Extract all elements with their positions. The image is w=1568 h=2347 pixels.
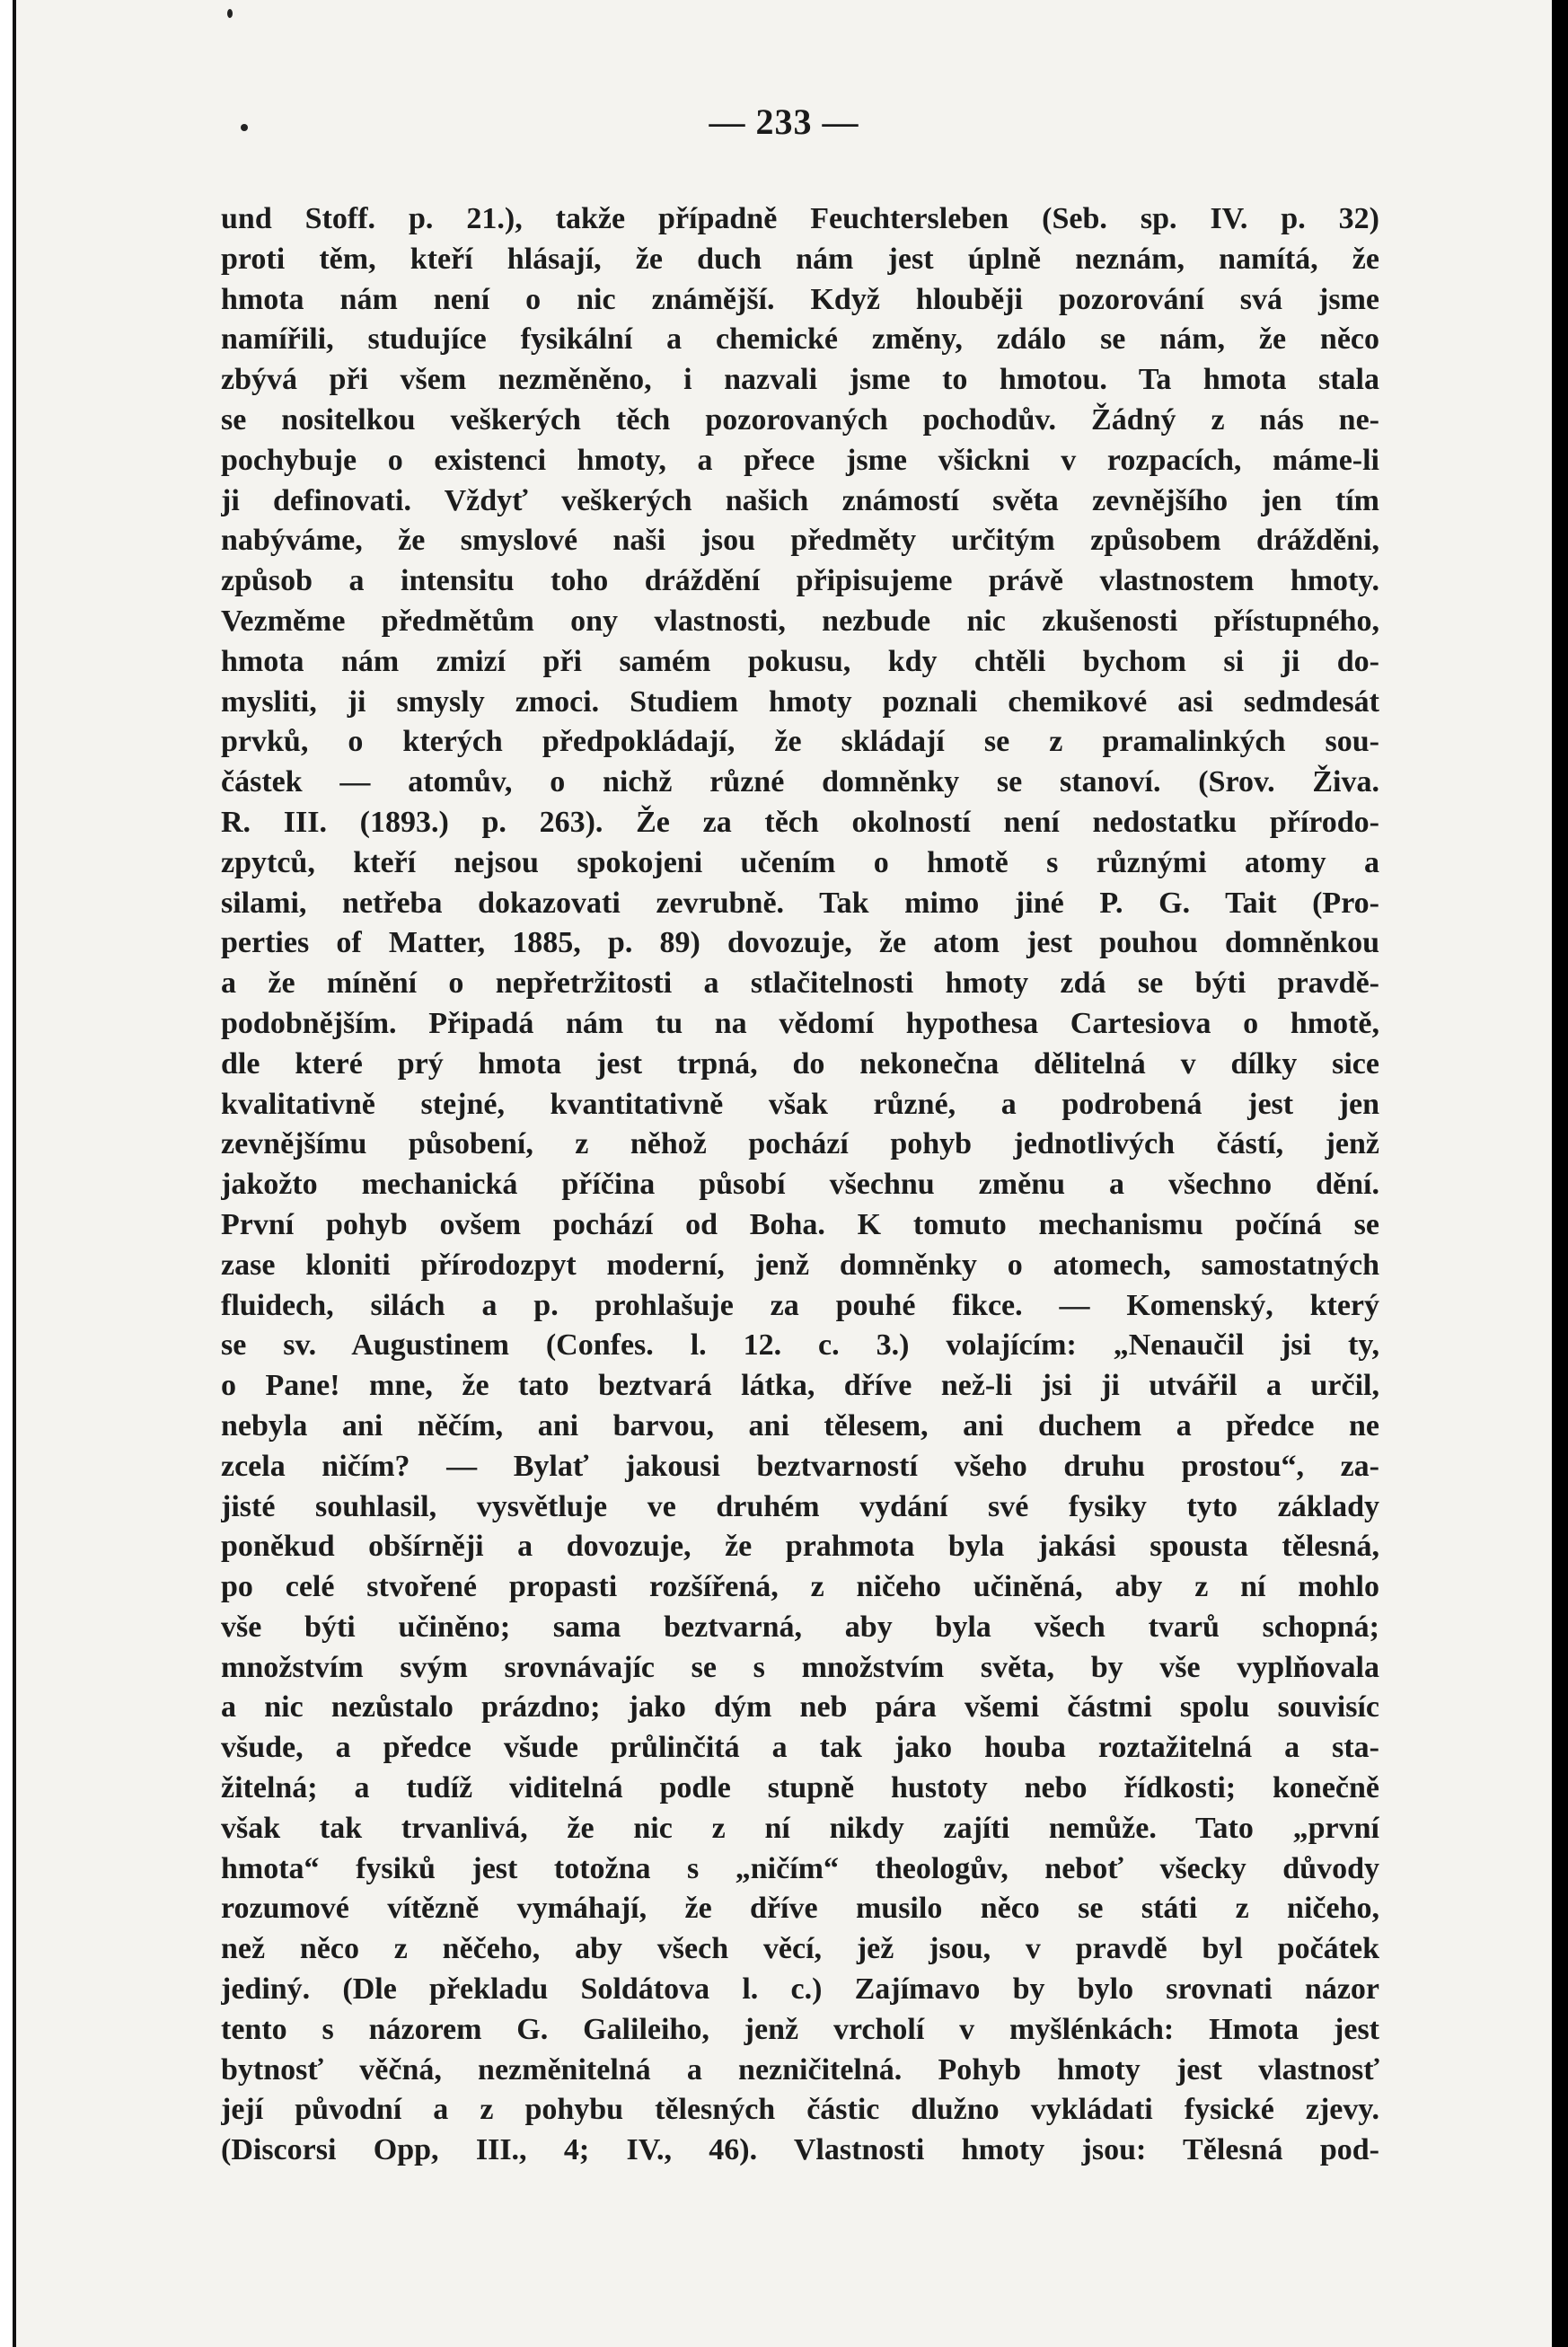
text-line: žitelná; a tudíž viditelná podle stupně hustoty nebo řídkosti; konečně — [221, 1771, 1379, 1805]
text-line: než něco z něčeho, aby všech věcí, jež jsou, v pravdě byl počátek — [221, 1932, 1379, 1966]
text-line: dle které prý hmota jest trpná, do nekonečna dělitelná v dílky sice — [221, 1046, 1379, 1081]
text-line: zcela ničím? — Bylať jakousi beztvarností všeho druhu prostou“, za- — [221, 1449, 1379, 1483]
text-line: však tak trvanlivá, že nic z ní nikdy zajíti nemůže. Tato „první — [221, 1811, 1379, 1845]
text-line: zpytců, kteří nejsou spokojeni učením o hmotě s různými atomy a — [221, 845, 1379, 879]
text-line: hmota nám zmizí při samém pokusu, kdy chtěli bychom si ji do- — [221, 644, 1379, 678]
text-line: Vezměme předmětům ony vlastnosti, nezbude nic zkušenosti přístupného, — [221, 604, 1379, 638]
page-number: — 233 — — [709, 101, 859, 142]
text-line: a nic nezůstalo prázdno; jako dým neb pára všemi částmi spolu souvisíc — [221, 1690, 1379, 1725]
text-line: ji definovati. Vždyť veškerých našich známostí světa zevnějšího jen tím — [221, 483, 1379, 517]
text-line: o Pane! mne, že tato beztvará látka, dříve než-li jsi ji utvářil a určil, — [221, 1369, 1379, 1403]
text-line: poněkud obšírněji a dovozuje, že prahmota byla jakási spousta tělesná, — [221, 1530, 1379, 1564]
scanned-page — [16, 0, 1552, 2347]
text-line: podobnějším. Připadá nám tu na vědomí hypothesa Cartesiova o hmotě, — [221, 1006, 1379, 1040]
text-line: fluidech, silách a p. prohlašuje za pouhé fikce. — Komenský, který — [221, 1288, 1379, 1322]
text-line: jisté souhlasil, vysvětluje ve druhém vydání své fysiky tyto základy — [221, 1489, 1379, 1523]
text-line: zase kloniti přírodozpyt moderní, jenž domněnky o atomech, samostatných — [221, 1248, 1379, 1282]
text-line: částek — atomův, o nichž různé domněnky se stanoví. (Srov. Živa. — [221, 765, 1379, 799]
text-line: und Stoff. p. 21.), takže případně Feuchtersleben (Seb. sp. IV. p. 32) — [221, 202, 1379, 235]
text-line: se nositelkou veškerých těch pozorovaných pochodův. Žádný z nás ne- — [221, 402, 1379, 437]
text-line: hmota“ fysiků jest totožna s „ničím“ theologův, neboť všecky důvody — [221, 1851, 1379, 1885]
text-line: perties of Matter, 1885, p. 89) dovozuje, že atom jest pouhou domněnkou — [221, 926, 1379, 960]
text-line: kvalitativně stejné, kvantitativně však různé, a podrobená jest jen — [221, 1087, 1379, 1121]
text-line: všude, a předce všude průlinčitá a tak jako houba roztažitelná a sta- — [221, 1731, 1379, 1765]
text-line: jakožto mechanická příčina působí všechnu změnu a všechno dění. — [221, 1168, 1379, 1202]
text-line: silami, netřeba dokazovati zevrubně. Tak mimo jiné P. G. Tait (Pro- — [221, 886, 1379, 920]
page-left-edge — [0, 0, 16, 2347]
text-line: jediný. (Dle překladu Soldátova l. c.) Zajímavo by bylo srovnati názor — [221, 1972, 1379, 2007]
speck-mark — [227, 9, 233, 18]
text-line: nebyla ani něčím, ani barvou, ani tělesem, ani duchem a předce ne — [221, 1408, 1379, 1443]
text-line: rozumové vítězně vymáhají, že dříve musilo něco se státi z ničeho, — [221, 1892, 1379, 1926]
text-line: pochybuje o existenci hmoty, a přece jsme všickni v rozpacích, máme-li — [221, 443, 1379, 477]
text-line: hmota nám není o nic známější. Když hlouběji pozorování svá jsme — [221, 282, 1379, 316]
text-line: po celé stvořené propasti rozšířená, z ničeho učiněná, aby z ní mohlo — [221, 1570, 1379, 1604]
text-line: (Discorsi Opp, III., 4; IV., 46). Vlastnosti hmoty jsou: Tělesná pod- — [221, 2133, 1379, 2167]
text-line: proti těm, kteří hlásají, že duch nám jest úplně neznám, namítá, že — [221, 242, 1379, 276]
text-line: její původní a z pohybu tělesných částic dlužno vykládati fysické zjevy. — [221, 2093, 1379, 2127]
text-line: zbývá při všem nezměněno, i nazvali jsme to hmotou. Ta hmota stala — [221, 363, 1379, 397]
text-line: a že mínění o nepřetržitosti a stlačitelnosti hmoty zdá se býti pravdě- — [221, 966, 1379, 1001]
page-right-edge — [1552, 0, 1568, 2347]
text-line: prvků, o kterých předpokládají, že skládají se z pramalinkých sou- — [221, 725, 1379, 759]
text-line: se sv. Augustinem (Confes. l. 12. c. 3.) volajícím: „Nenaučil jsi ty, — [221, 1328, 1379, 1363]
text-line: množstvím svým srovnávajíc se s množstvím světa, by vše vyplňovala — [221, 1650, 1379, 1684]
text-line: způsob a intensitu toho dráždění připisujeme právě vlastnostem hmoty. — [221, 564, 1379, 598]
text-line: mysliti, ji smysly zmoci. Studiem hmoty poznali chemikové asi sedmdesát — [221, 684, 1379, 719]
text-line: R. III. (1893.) p. 263). Že za těch okolností není nedostatku přírodo- — [221, 805, 1379, 839]
text-line: vše býti učiněno; sama beztvarná, aby byla všech tvarů schopná; — [221, 1610, 1379, 1644]
text-line: namířili, studujíce fysikální a chemické změny, zdálo se nám, že něco — [221, 322, 1379, 357]
text-line: tento s názorem G. Galileiho, jenž vrcholí v myšlénkách: Hmota jest — [221, 2012, 1379, 2046]
body-text — [221, 199, 1379, 2171]
text-line: nabýváme, že smyslové naši jsou předměty určitým způsobem drážděni, — [221, 524, 1379, 558]
text-line: bytnosť věčná, nezměnitelná a nezničitelná. Pohyb hmoty jest vlastnosť — [221, 2052, 1379, 2087]
text-line: První pohyb ovšem pochází od Boha. K tomuto mechanismu počíná se — [221, 1207, 1379, 1241]
text-line: zevnějšímu působení, z něhož pochází pohyb jednotlivých částí, jenž — [221, 1127, 1379, 1161]
